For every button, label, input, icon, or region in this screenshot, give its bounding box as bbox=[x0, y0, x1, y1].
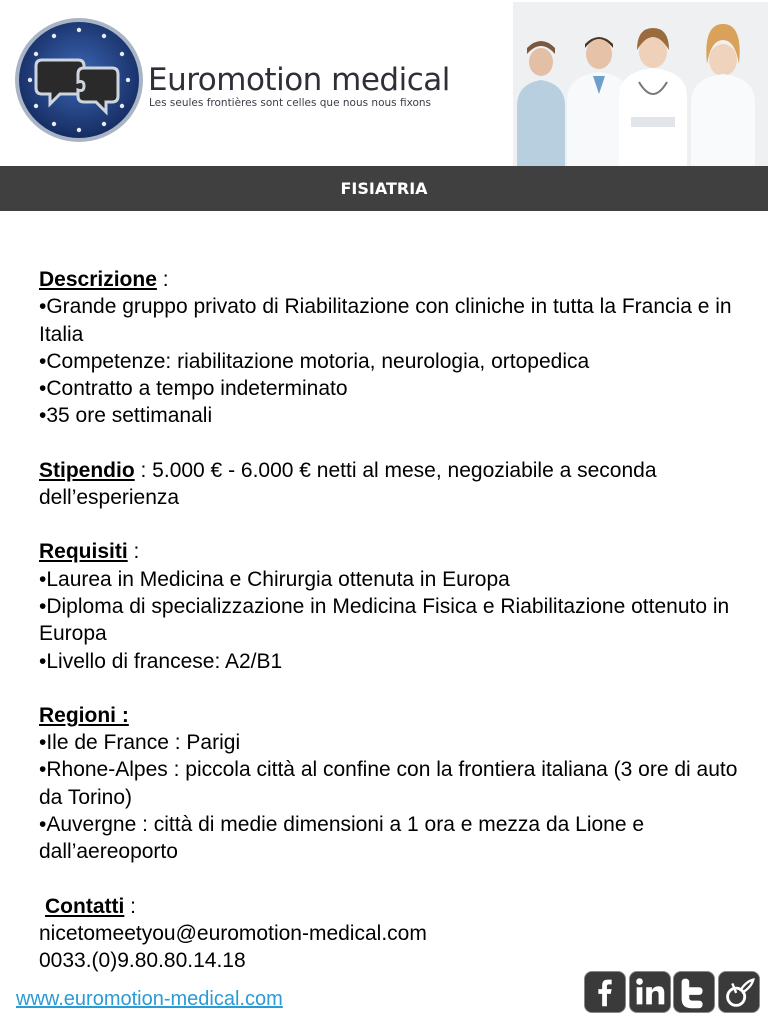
contact-phone[interactable]: 0033.(0)9.80.80.14.18 bbox=[39, 949, 246, 973]
contatti-sep: : bbox=[124, 894, 136, 918]
brand-name: Euromotion medical bbox=[148, 62, 450, 98]
list-item: •Competenze: riabilitazione motoria, neurologia, ortopedica bbox=[39, 349, 590, 373]
section-contatti bbox=[39, 893, 739, 975]
section-requisiti bbox=[39, 538, 739, 674]
list-item: •Ile de France : Parigi bbox=[39, 731, 241, 755]
page-title: FISIATRIA bbox=[0, 166, 768, 211]
stipendio-heading: Stipendio bbox=[39, 458, 135, 482]
list-item: •Diploma di specializzazione in Medicina Fisica e Riabilitazione ottenuto in Europa bbox=[39, 594, 730, 646]
list-item: •Livello di francese: A2/B1 bbox=[39, 649, 283, 673]
stipendio-text: : 5.000 € - 6.000 € netti al mese, negoziabile a seconda dell’esperienza bbox=[39, 458, 657, 510]
section-descrizione bbox=[39, 266, 739, 430]
list-item: •35 ore settimanali bbox=[39, 404, 213, 428]
viadeo-icon[interactable] bbox=[718, 971, 760, 1013]
website-link[interactable]: www.euromotion-medical.com bbox=[16, 988, 283, 1010]
section-stipendio bbox=[39, 457, 739, 512]
job-description bbox=[39, 266, 739, 1002]
regioni-heading: Regioni : bbox=[39, 703, 129, 727]
list-item: •Laurea in Medicina e Chirurgia ottenuta in Europa bbox=[39, 567, 510, 591]
twitter-icon[interactable] bbox=[673, 971, 715, 1013]
header bbox=[0, 0, 768, 166]
linkedin-icon[interactable] bbox=[629, 971, 671, 1013]
facebook-icon[interactable] bbox=[584, 971, 626, 1013]
contatti-heading: Contatti bbox=[45, 894, 125, 918]
requisiti-sep: : bbox=[127, 540, 140, 564]
list-item: •Auvergne : città di medie dimensioni a 1 ora e mezza da Lione e dall’aereoporto bbox=[39, 813, 645, 864]
list-item: •Contratto a tempo indeterminato bbox=[39, 377, 348, 401]
requisiti-heading: Requisiti bbox=[39, 540, 128, 564]
brand-tagline: Les seules frontières sont celles que nous nous fixons bbox=[149, 97, 432, 109]
list-item: •Grande gruppo privato di Riabilitazione con cliniche in tutta la Francia e in Italia bbox=[39, 295, 732, 346]
descrizione-sep: : bbox=[156, 268, 169, 291]
descrizione-heading: Descrizione bbox=[39, 268, 157, 291]
doctors-photo bbox=[513, 2, 768, 166]
section-regioni bbox=[39, 702, 739, 866]
contact-email[interactable]: nicetomeetyou@euromotion-medical.com bbox=[39, 921, 427, 945]
euromotion-logo-icon bbox=[12, 16, 146, 144]
list-item: •Rhone-Alpes : piccola città al confine con la frontiera italiana (3 ore di auto da Torino) bbox=[39, 758, 738, 809]
